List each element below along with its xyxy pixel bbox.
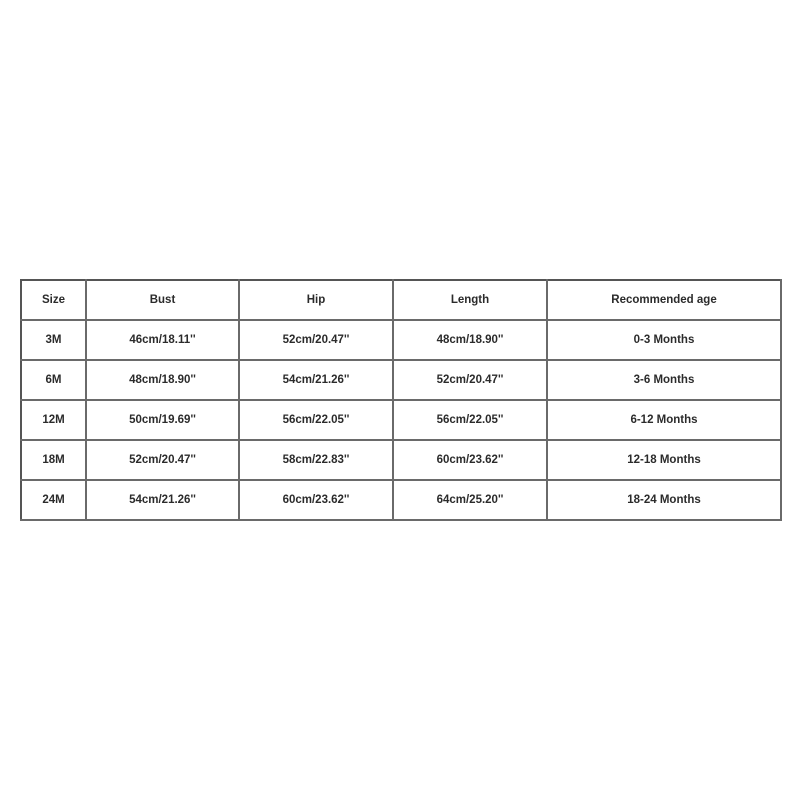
table-row bbox=[21, 480, 781, 520]
cell-size: 24M bbox=[21, 480, 86, 520]
cell-recommended-age: 18-24 Months bbox=[547, 480, 781, 520]
cell-recommended-age: 3-6 Months bbox=[547, 360, 781, 400]
cell-length: 52cm/20.47'' bbox=[393, 360, 547, 400]
cell-recommended-age: 6-12 Months bbox=[547, 400, 781, 440]
cell-hip: 58cm/22.83'' bbox=[239, 440, 393, 480]
cell-size: 12M bbox=[21, 400, 86, 440]
cell-bust: 52cm/20.47'' bbox=[86, 440, 239, 480]
cell-size: 3M bbox=[21, 320, 86, 360]
header-bust: Bust bbox=[86, 280, 239, 320]
table-row bbox=[21, 360, 781, 400]
header-hip: Hip bbox=[239, 280, 393, 320]
table-body bbox=[21, 320, 781, 520]
header-length: Length bbox=[393, 280, 547, 320]
cell-length: 60cm/23.62'' bbox=[393, 440, 547, 480]
cell-hip: 60cm/23.62'' bbox=[239, 480, 393, 520]
cell-recommended-age: 12-18 Months bbox=[547, 440, 781, 480]
cell-hip: 52cm/20.47'' bbox=[239, 320, 393, 360]
cell-size: 6M bbox=[21, 360, 86, 400]
table-header bbox=[21, 280, 781, 320]
cell-bust: 46cm/18.11'' bbox=[86, 320, 239, 360]
size-chart-table bbox=[20, 279, 782, 521]
cell-length: 56cm/22.05'' bbox=[393, 400, 547, 440]
header-row bbox=[21, 280, 781, 320]
cell-bust: 54cm/21.26'' bbox=[86, 480, 239, 520]
cell-bust: 48cm/18.90'' bbox=[86, 360, 239, 400]
table-row bbox=[21, 400, 781, 440]
cell-recommended-age: 0-3 Months bbox=[547, 320, 781, 360]
header-recommended-age: Recommended age bbox=[547, 280, 781, 320]
cell-size: 18M bbox=[21, 440, 86, 480]
cell-length: 48cm/18.90'' bbox=[393, 320, 547, 360]
table-row bbox=[21, 440, 781, 480]
cell-length: 64cm/25.20'' bbox=[393, 480, 547, 520]
table-row bbox=[21, 320, 781, 360]
cell-bust: 50cm/19.69'' bbox=[86, 400, 239, 440]
cell-hip: 54cm/21.26'' bbox=[239, 360, 393, 400]
cell-hip: 56cm/22.05'' bbox=[239, 400, 393, 440]
header-size: Size bbox=[21, 280, 86, 320]
